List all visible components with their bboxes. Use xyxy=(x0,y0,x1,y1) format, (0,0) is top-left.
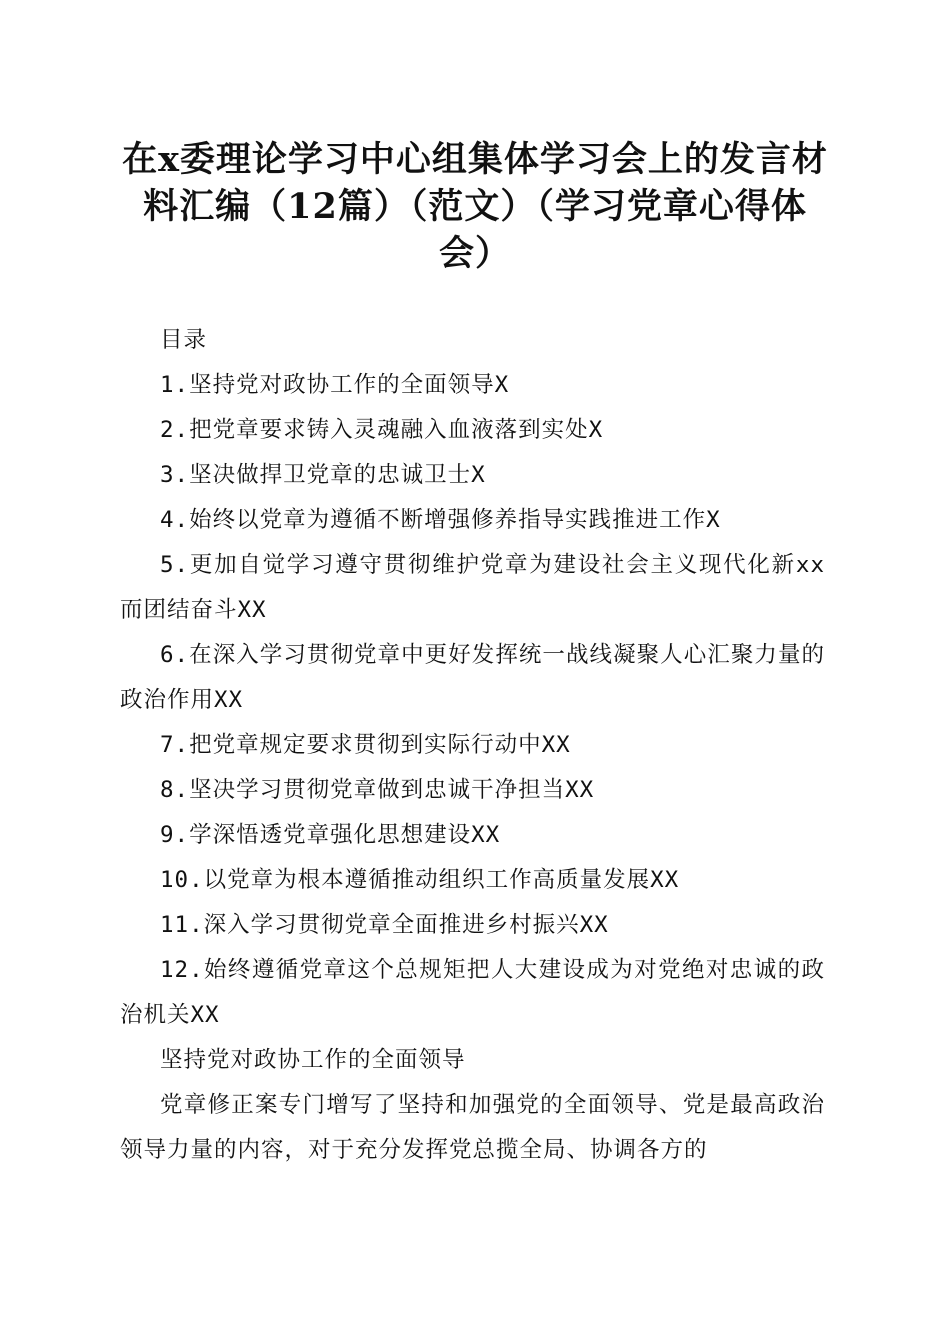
document-body xyxy=(120,318,825,1173)
toc-item: 11.深入学习贯彻党章全面推进乡村振兴XX xyxy=(160,912,609,938)
toc-item: 8.坚决学习贯彻党章做到忠诚干净担当XX xyxy=(160,777,595,803)
toc-item: 7.把党章规定要求贯彻到实际行动中XX xyxy=(160,732,571,758)
toc-item: 4.始终以党章为遵循不断增强修养指导实践推进工作X xyxy=(160,507,721,533)
toc-item: 3.坚决做捍卫党章的忠诚卫士X xyxy=(160,462,486,488)
document-title: 在x委理论学习中心组集体学习会上的发言材料汇编（12篇）（范文）（学习党章心得体会） xyxy=(122,139,828,274)
toc-item: 1.坚持党对政协工作的全面领导X xyxy=(160,372,510,398)
section-paragraph: 党章修正案专门增写了坚持和加强党的全面领导、党是最高政治领导力量的内容，对于充分发挥党总揽全局、协调各方的 xyxy=(120,1092,825,1163)
toc-item: 6.在深入学习贯彻党章中更好发挥统一战线凝聚人心汇聚力量的政治作用XX xyxy=(120,642,825,713)
toc-heading: 目录 xyxy=(160,327,208,353)
toc-item: 5.更加自觉学习遵守贯彻维护党章为建设社会主义现代化新xx而团结奋斗XX xyxy=(120,552,825,623)
section-heading: 坚持党对政协工作的全面领导 xyxy=(160,1047,466,1073)
toc-item: 12.始终遵循党章这个总规矩把人大建设成为对党绝对忠诚的政治机关XX xyxy=(120,957,825,1028)
toc-item: 9.学深悟透党章强化思想建设XX xyxy=(160,822,501,848)
toc-item: 10.以党章为根本遵循推动组织工作高质量发展XX xyxy=(160,867,680,893)
toc-item: 2.把党章要求铸入灵魂融入血液落到实处X xyxy=(160,417,604,443)
